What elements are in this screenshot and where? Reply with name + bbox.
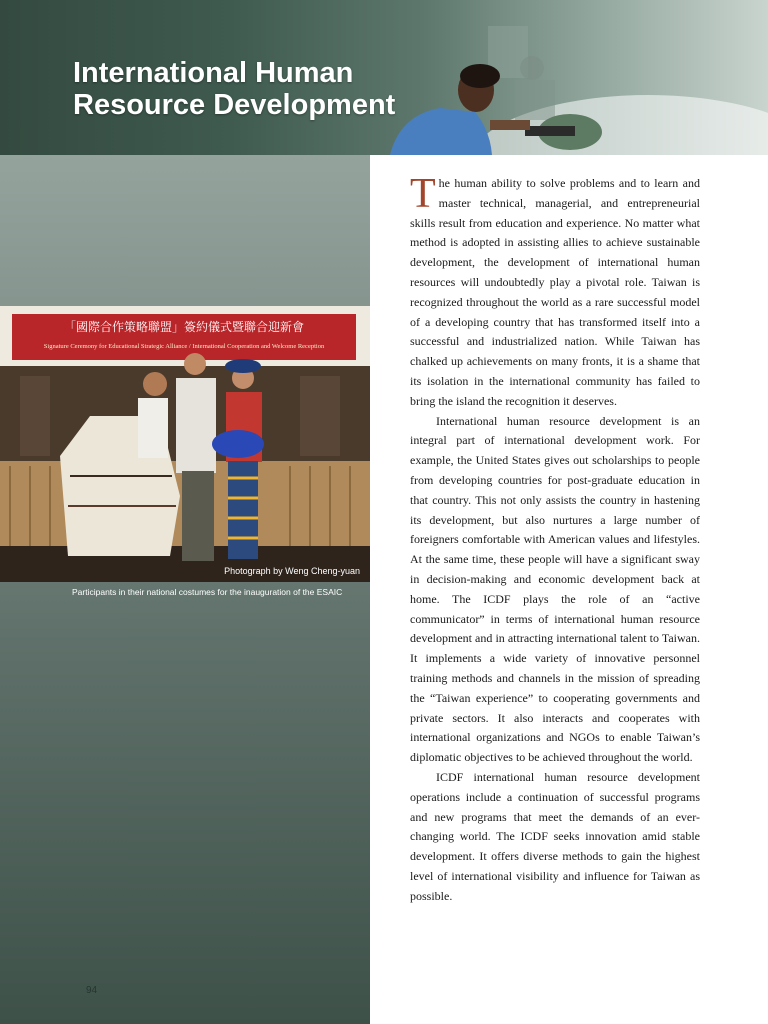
header-photo-technician	[380, 20, 620, 155]
page-title-line-1: International Human	[73, 57, 354, 89]
article-body	[410, 171, 700, 906]
article-paragraph-1	[410, 171, 700, 412]
photo-caption: Participants in their national costumes for the inauguration of the ESAIC	[72, 587, 343, 597]
article-paragraph-1-text: he human ability to solve problems and to learn and master technical, managerial, and entrepreneurial skills result from education and experience. No matter what method is adopted in assisting allies to achieve sustainable development, the development of international human resources will undoubtedly play a pivotal role. Taiwan is recognized throughout the world as a rare successful model of a developing country that has transformed itself into a successful and industrialized nation. While Taiwan has chalked up achievements on many fronts, it is a shame that its isolation in the international community has failed to bring the island the recognition it deserves.	[410, 176, 700, 408]
banner-text: 「國際合作策略聯盟」簽約儀式暨聯合迎新會	[63, 320, 305, 334]
page-number: 94	[86, 985, 98, 996]
event-photo-illustration	[0, 306, 370, 582]
page-title-line-2: Resource Development	[73, 89, 396, 121]
event-photo	[0, 306, 370, 582]
page-title	[73, 57, 395, 121]
banner-subtext: Signature Ceremony for Educational Strategic Alliance / International Cooperation and Welcome Reception	[43, 343, 325, 350]
drop-cap: T	[410, 171, 436, 217]
article-paragraph-2: International human resource development is an integral part of international development work. For example, the United States gives out scholarships to people from developing countries for post-graduate education in that country. This not only assists the country in hastening its development, but also nurtures a large number of foreigners comfortable with American values and lifestyles. At the same time, these people will have a significant sway in decision-making and economic development back at home. The ICDF plays the role of an “active communicator” in terms of international human resource development and in attracting international talent to Taiwan. It implements a wide variety of innovative personnel training methods and channels in the mission of spreading the “Taiwan experience” to cooperating governments and private sectors. It also interacts and cooperates with international organizations and NGOs to enable Taiwan’s diplomatic objectives to be achieved throughout the world.	[410, 413, 700, 765]
article-paragraph-3: ICDF international human resource development operations include a continuation of successful programs and new programs that meet the demands of an ever-changing world. The ICDF seeks innovation amid stable development. It offers diverse methods to gain the highest level of international visibility and influence for Taiwan as possible.	[410, 769, 700, 903]
photo-credit: Photograph by Weng Cheng-yuan	[224, 566, 360, 576]
